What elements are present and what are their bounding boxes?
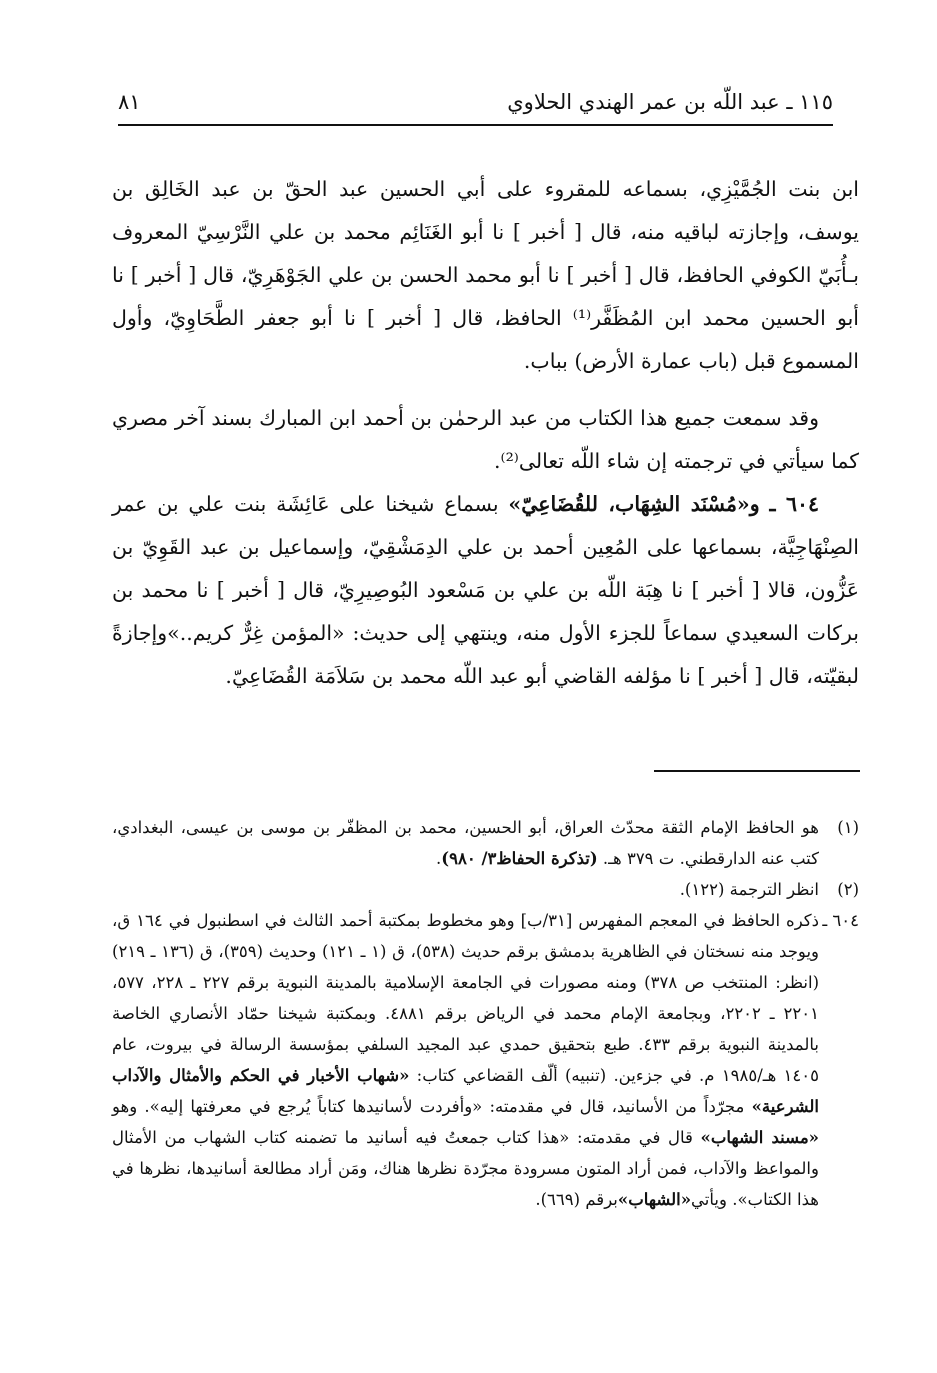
paragraph-604: [112, 483, 859, 698]
footnote-2-text: انظر الترجمة (١٢٢).: [679, 880, 819, 899]
footnote-1: [112, 812, 859, 874]
footnote-2-mark: (٢): [837, 880, 859, 899]
entry-text: بسماع شيخنا على عَائِشَة بنت علي بن عمر الصِنْهَاجِيَّة، بسماعها على المُعِين أحمد بن علي الدِمَشْقِيّ، وإسماعيل بن عبد القَوِيّ بن عَزُّون، قالا [ أخبر ] نا هِبَة اللّه بن علي بن مَسْعود البُوصِيرِيّ، قال [ أخبر ] نا محمد بن بركات السعيدي سماعاً للجزء الأول منه، وينتهي إلى حديث: «المؤمن غِرٌّ كريم..»وإجازةً لبقيّته، قال [ أخبر ] نا مؤلفه القاضي أبو عبد اللّه محمد بن سَلاَمَة القُضَاعِيّ.: [112, 492, 859, 688]
footnote-1-mark: (١): [837, 818, 859, 837]
footnote-604-book-title: «شهاب الأخبار في الحكم والأمثال والآداب الشرعية»: [112, 1066, 819, 1116]
page-number: ٨١: [118, 90, 141, 114]
footnotes: [112, 812, 859, 1215]
footnote-604-text-g: برقم (٦٦٩).: [535, 1190, 618, 1209]
main-text: [112, 168, 859, 698]
footnote-604-text-e: قال في مقدمته: «هذا كتاب جمعتُ فيه أسانيد ما تضمنه كتاب الشهاب من الأمثال والمواعظ والآداب، فمن أراد المتون مسرودة مجرّدة نظرها هناك، ومَن أراد مطالعة أسانيدها، نظرها في هذا الكتاب». ويأتي: [112, 1128, 819, 1209]
running-header: [118, 84, 833, 126]
footnote-604-text-a: ذكره الحافظ في المعجم المفهرس [٣١/ب] وهو مخطوط بمكتبة أحمد الثالث في اسطنبول في ١٦٤ ق، ويوجد منه نسختان في الظاهرية بدمشق برقم حديث (٥٣٨)، ق (١ ـ ١٢١) وحديث (٣٥٩)، ق (١٣٦ ـ ٢١٩) (انظر: المنتخب ص ٣٧٨) ومنه مصورات في الجامعة الإسلامية بالمدينة النبوية برقم ٢٢٧ ـ ٢٢٨، ٥٧٧، ٢٢٠١ ـ ٢٢٠٢، وبجامعة الإمام محمد في الرياض برقم ٤٨٨١. وبمكتبة شيخنا حمّاد الأنصاري الخاصة بالمدينة النبوية برقم ٤٣٣. طبع بتحقيق حمدي عبد المجيد السلفي بمؤسسة الرسالة في بيروت، عام ١٤٠٥ هـ/١٩٨٥ م. في جزءين. (تنبيه) ألّف القضاعي كتاب:: [112, 911, 820, 1085]
paragraph-2: وقد سمعت جميع هذا الكتاب من عبد الرحمٰن بن أحمد ابن المبارك بسند آخر مصري كما سيأتي في ترجمته إن شاء اللّه تعالى⁽²⁾.: [112, 406, 859, 473]
footnote-604-shihab-title: «الشهاب»: [617, 1190, 692, 1209]
footnote-1-end: .: [436, 849, 442, 868]
footnote-2: [112, 874, 859, 905]
footnote-604-mark: ٦٠٤ ـ: [822, 911, 859, 930]
entry-title: و«مُسْنَد الشِهَاب، للقُضَاعِيّ»: [508, 492, 760, 516]
footnote-separator: [654, 770, 860, 772]
footnote-1-text: هو الحافظ الإمام الثقة محدّث العراق، أبو الحسين، محمد بن المظفّر بن موسى بن عيسى، البغدادي، كتب عنه الدارقطني. ت ٣٧٩ هـ.: [112, 818, 819, 868]
footnote-1-source: (تذكرة الحفاظ٣/ ٩٨٠): [441, 849, 598, 868]
footnote-604-musnad-title: «مسند الشهاب»: [700, 1128, 819, 1147]
chapter-title: ١١٥ ـ عبد اللّه بن عمر الهندي الحلاوي: [507, 90, 833, 114]
entry-number: ٦٠٤ ـ: [769, 492, 819, 516]
footnote-604: [112, 905, 859, 1215]
paragraph-1: ابن بنت الجُمَّيْزِي، بسماعه للمقروء على أبي الحسين عبد الحقّ بن عبد الخَالِق بن يوسف، وإجازته لباقيه منه، قال [ أخبر ] نا أبو الغَنَائِم محمد بن علي النَّرْسِيّ المعروف بـأُبَيّ الكوفي الحافظ، قال [ أخبر ] نا أبو محمد الحسن بن علي الجَوْهَرِيّ، قال [ أخبر ] نا أبو الحسين محمد ابن المُظَفَّر⁽¹⁾ الحافظ، قال [ أخبر ] نا أبو جعفر الطَّحَاوِيّ، وأول المسموع قبل (باب عمارة الأرض) بباب.: [112, 177, 859, 373]
footnote-604-text-c: مجرّداً من الأسانيد، قال في مقدمته: «وأفردت لأسانيدها كتاباً يُرجع في معرفتها إليه». وهو: [112, 1097, 752, 1116]
